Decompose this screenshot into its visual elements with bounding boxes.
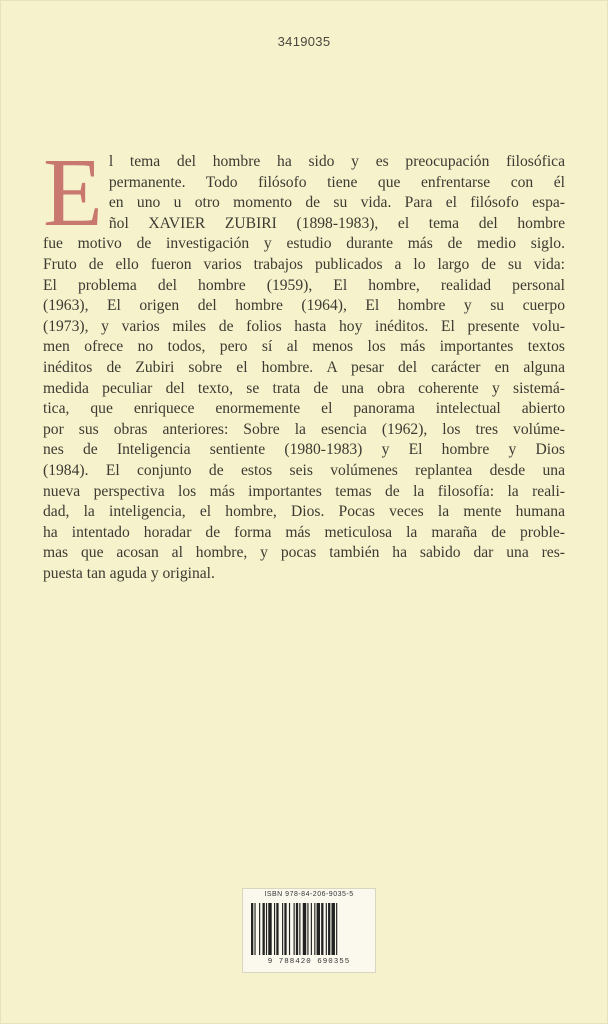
text-line: men ofrece no todos, pero sí al menos los más importantes textos xyxy=(43,338,565,356)
barcode-bar xyxy=(326,903,327,955)
barcode-bar xyxy=(317,903,320,955)
isbn-text: ISBN 978-84-206-9035-5 xyxy=(264,891,354,898)
barcode-bar xyxy=(284,903,286,955)
drop-cap-letter: E xyxy=(43,139,103,247)
text-line: El problema del hombre (1959), El hombre, realidad personal xyxy=(43,276,565,294)
text-line: ñol XAVIER ZUBIRI (1898-1983), el tema del hombre xyxy=(108,214,565,232)
barcode-bar xyxy=(276,903,278,955)
text-line: dad, la inteligencia, el hombre, Dios. Pocas veces la mente humana xyxy=(43,503,565,521)
barcode-bar xyxy=(259,903,260,955)
barcode-bar xyxy=(307,903,308,955)
barcode-bar xyxy=(282,903,283,955)
barcode-bar xyxy=(268,903,271,955)
barcode-digits: 9 788420 690355 xyxy=(267,958,351,966)
barcode-bar xyxy=(251,903,253,955)
text-line: tica, que enriquece enormemente el panorama intelectual abierto xyxy=(43,400,565,418)
text-line: permanente. Todo filósofo tiene que enfrentarse con él xyxy=(108,173,565,191)
back-cover-blurb xyxy=(43,139,565,584)
text-line: (1984). El conjunto de estos seis volúmenes replantea desde una xyxy=(43,461,565,479)
text-line: fue motivo de investigación y estudio durante más de medio siglo. xyxy=(43,235,565,253)
barcode-bars xyxy=(249,903,369,955)
barcode-bar xyxy=(266,903,267,955)
barcode-label xyxy=(242,888,376,973)
barcode-bar xyxy=(336,903,337,955)
barcode-bar xyxy=(314,903,315,955)
text-line: l tema del hombre ha sido y es preocupación filosófica xyxy=(108,153,565,170)
barcode-bar xyxy=(294,903,295,955)
text-line: medida peculiar del texto, se trata de una obra coherente y sistemá- xyxy=(43,379,565,397)
text-line: ha intentado horadar de forma más meticulosa la maraña de proble- xyxy=(43,523,565,541)
text-line: inéditos de Zubiri sobre el hombre. A pesar del carácter en alguna xyxy=(43,358,565,376)
text-line: nueva perspectiva los más importantes temas de la filosofía: la reali- xyxy=(43,482,565,500)
barcode-bar xyxy=(274,903,275,955)
text-line: mas que acosan al hombre, y pocas también ha sabido dar una res- xyxy=(43,544,565,562)
barcode-bar xyxy=(299,903,300,955)
text-line: (1973), y varios miles de folios hasta hoy inéditos. El presente volu- xyxy=(43,317,565,335)
barcode-bar xyxy=(254,903,255,955)
text-line: (1963), El origen del hombre (1964), El hombre y su cuerpo xyxy=(43,297,565,315)
barcode-bar xyxy=(321,903,323,955)
barcode-bar xyxy=(289,903,290,955)
text-line: en uno u otro momento de su vida. Para el filósofo espa- xyxy=(108,194,565,212)
text-line: por sus obras anteriores: Sobre la esencia (1962), los tres volúme- xyxy=(43,420,565,438)
text-line: Fruto de ello fueron varios trabajos publicados a lo largo de su vida: xyxy=(43,255,565,273)
barcode-bar xyxy=(303,903,306,955)
text-line: nes de Inteligencia sentiente (1980-1983) y El hombre y Dios xyxy=(43,441,565,459)
barcode-bar xyxy=(296,903,298,955)
barcode-bar xyxy=(332,903,335,955)
catalog-code: 3419035 xyxy=(277,34,331,49)
barcode-bar xyxy=(328,903,330,955)
text-line: puesta tan aguda y original. xyxy=(43,564,215,582)
barcode-bar xyxy=(311,903,312,955)
barcode-bar xyxy=(263,903,265,955)
